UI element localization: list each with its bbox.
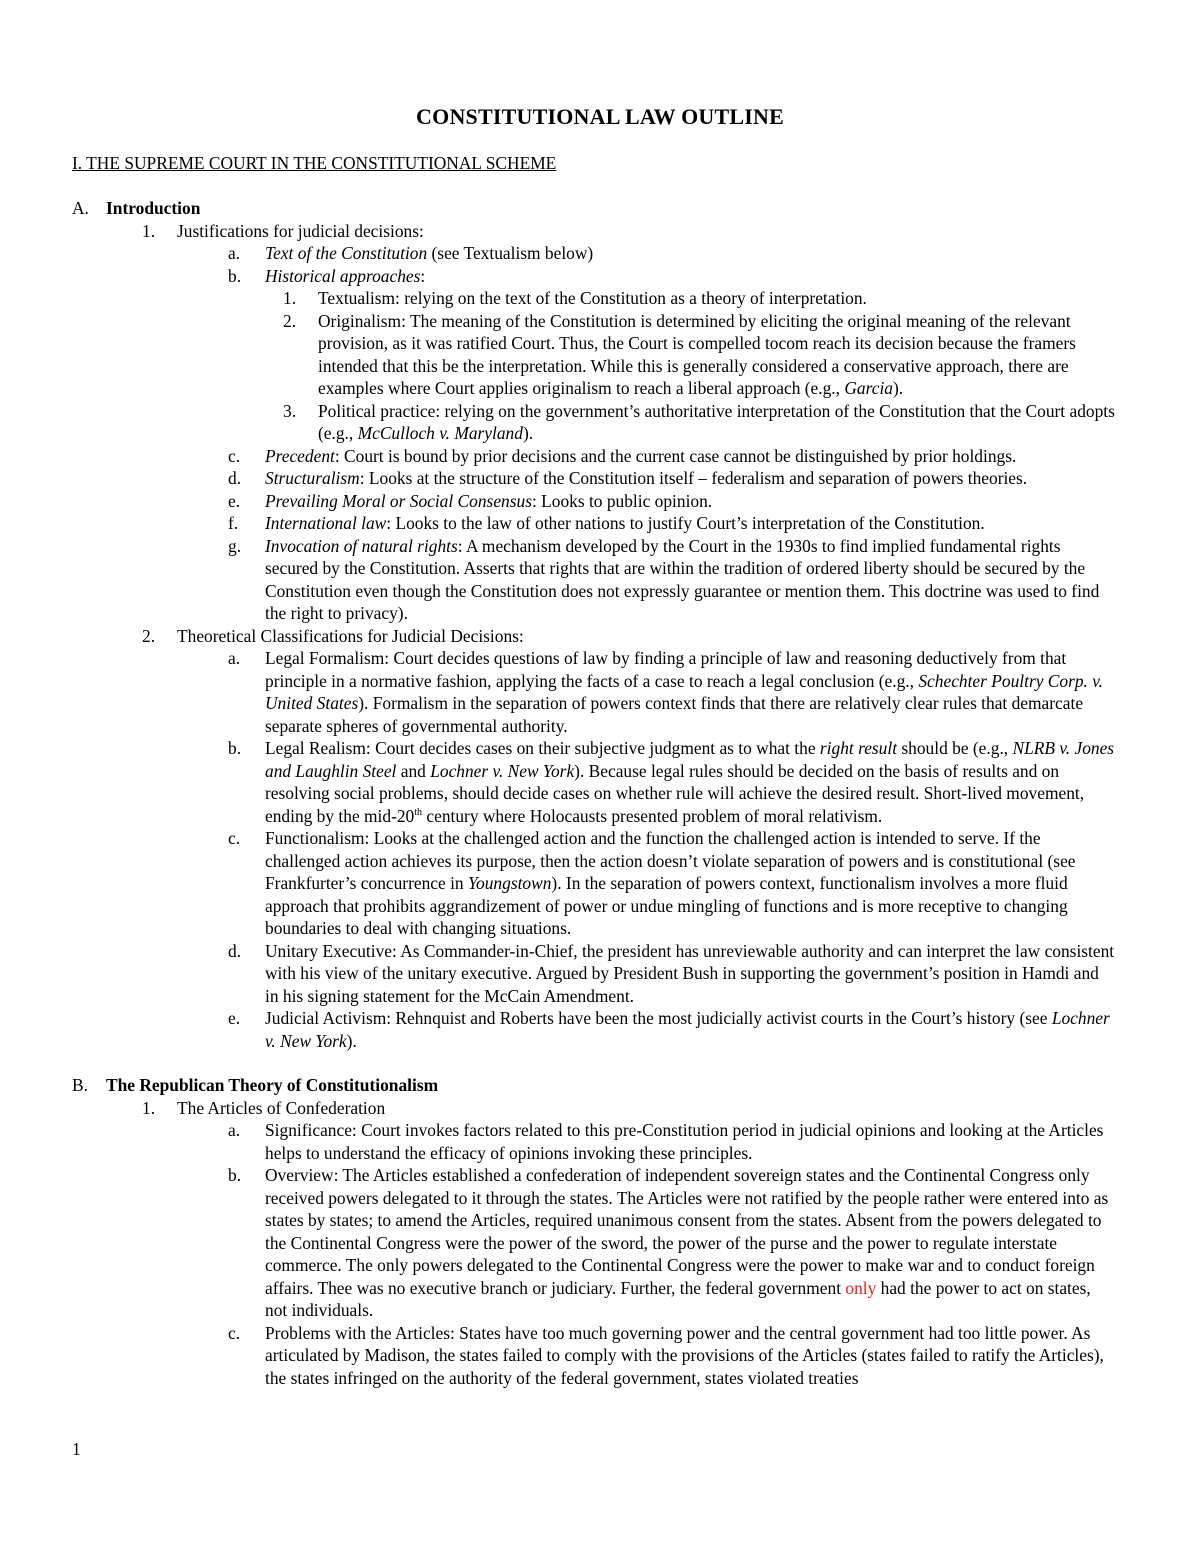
list-item: [0, 220, 1200, 243]
list-item: [0, 1322, 1200, 1390]
case-name: Lochner v. New York: [430, 760, 575, 781]
list-item: [0, 467, 1200, 490]
item-marker: e.: [228, 1008, 241, 1028]
italic-term: right result: [819, 738, 898, 758]
item-body: Overview: The Articles established a confederation of independent sovereign states and the Continental Congress only received powers delegated to it through the states. The Articles were not ratified by the people rather were entered into as states by states; to amend the Articles, required unanimous consent from the states. Absent from the powers delegated to the Continental Congress were the power of the sword, the power of the purse and the power to regulate interstate commerce. The only powers delegated to the Continental Congress were the power to make war and to conduct foreign affairs. Thee was no executive branch or judiciary. Further, the federal government: [265, 1165, 1109, 1298]
item-end: century where Holocausts presented problem of moral relativism.: [422, 805, 883, 826]
item-marker: 1.: [142, 1097, 156, 1118]
list-item: [0, 1164, 1200, 1322]
page-number: 1: [72, 1439, 81, 1459]
section-marker: B.: [72, 1075, 88, 1095]
list-item: [0, 400, 1200, 445]
section-title: The Republican Theory of Constitutionalism: [106, 1075, 439, 1095]
outline-body: [0, 197, 1200, 1389]
item-marker: c.: [228, 828, 241, 848]
item-text: [265, 535, 1116, 625]
item-body: Functionalism: Looks at the challenged action and the function the challenged action is intended to serve. If the challenged action achieves its purpose, then the action doesn’t violate separation of powers and is constitutional (see Frankfurter’s concurrence in: [265, 828, 1076, 893]
item-marker: a.: [228, 648, 241, 668]
item-text: [265, 512, 1116, 535]
list-item: [0, 827, 1200, 940]
item-text: [265, 1164, 1116, 1322]
item-end: ).: [346, 1030, 357, 1051]
list-item: [0, 265, 1200, 288]
item-body: Legal Realism: Court decides cases on their subjective judgment as to what the: [265, 738, 820, 758]
list-item: [0, 1119, 1200, 1164]
item-text: [265, 737, 1116, 827]
item-text: [265, 445, 1116, 468]
item-text: [265, 647, 1116, 737]
item-marker: c.: [228, 445, 241, 466]
item-body: Legal Formalism: Court decides questions of law by finding a principle of law and reasoning deductively from that principle in a normative fashion, applying the facts of a case to reach a legal conclusion (e.g.,: [265, 648, 1067, 691]
item-text: Justifications for judicial decisions:: [177, 220, 424, 241]
item-marker: d.: [228, 468, 242, 488]
italic-term: International law: [265, 513, 387, 533]
item-marker: 2.: [283, 310, 297, 331]
list-item: [0, 512, 1200, 535]
case-name: Lochner v. New York: [265, 1008, 1110, 1051]
item-rest: (see Textualism below): [427, 243, 594, 263]
highlighted-word: only: [845, 1277, 877, 1298]
italic-term: Prevailing Moral or Social Consensus: [265, 490, 532, 511]
item-text: Theoretical Classifications for Judicial Decisions:: [177, 625, 524, 646]
item-text: [265, 827, 1116, 940]
list-item: [0, 490, 1200, 513]
item-text: [265, 467, 1116, 490]
list-item: [0, 647, 1200, 737]
item-rest: : Looks at the structure of the Constitution itself – federalism and separation of powers theories.: [359, 468, 1028, 488]
case-name: Youngstown: [467, 873, 552, 893]
item-marker: a.: [228, 1120, 241, 1140]
item-end: ). In the separation of powers context, functionalism involves a more fluid approach that prohibits aggrandizement of power or undue mingling of functions and is more receptive to changing boundaries to deal with changing situations.: [265, 873, 1068, 938]
section-title: Introduction: [106, 198, 201, 218]
item-rest: : A mechanism developed by the Court in the 1930s to find implied fundamental rights secured by the Constitution. Asserts that rights that are within the tradition of ordered liberty should be secured by the Constitution even though the Constitution does not expressly guarantee or mention them. This doctrine was used to find the right to privacy).: [265, 535, 1100, 623]
item-text: [318, 310, 1116, 400]
italic-term: Precedent: [265, 445, 335, 466]
item-marker: 2.: [142, 625, 156, 646]
item-text: [265, 242, 1116, 265]
italic-term: Text of the Constitution: [265, 243, 428, 263]
item-rest: : Looks to public opinion.: [531, 490, 713, 511]
item-marker: g.: [228, 535, 242, 556]
item-end: ).: [892, 378, 904, 398]
item-marker: 1.: [283, 288, 297, 308]
item-text: [318, 400, 1116, 445]
item-mid: should be (e.g.,: [897, 738, 1013, 758]
list-item: [0, 535, 1200, 625]
item-body: Originalism: The meaning of the Constitution is determined by eliciting the original meaning of the relevant provision, as it was ratified Court. Thus, the Court is compelled tocom reach its decision because the framers intended that this be the interpretation. While this is generally considered a conservative approach, there are examples where Court applies originalism to reach a liberal approach (e.g.,: [318, 310, 1076, 398]
item-mid: ). Because legal rules should be decided on the basis of results and on resolving social problems, should decide cases on whether rule will achieve the desired result. Short-lived movement, ending by the mid-20: [265, 760, 1085, 826]
italic-term: Invocation of natural rights: [265, 535, 458, 556]
item-text: [265, 265, 1116, 288]
item-marker: b.: [228, 1165, 242, 1185]
list-item: [0, 1007, 1200, 1052]
item-end: ).: [522, 423, 534, 443]
item-text: [265, 1007, 1116, 1052]
item-marker: c.: [228, 1322, 241, 1343]
item-marker: 1.: [142, 220, 156, 241]
item-body: Judicial Activism: Rehnquist and Roberts have been the most judicially activist courts in the Court’s history (see: [265, 1008, 1052, 1028]
list-item: [0, 737, 1200, 827]
italic-term: Historical approaches: [265, 265, 421, 286]
item-marker: f.: [228, 513, 239, 533]
list-item: [0, 242, 1200, 265]
item-end: had the power to act on states, not individuals.: [265, 1277, 1091, 1320]
item-end: ). Formalism in the separation of powers context finds that there are relatively clear rules that demarcate separate spheres of governmental authority.: [265, 693, 1084, 736]
item-body: Political practice: relying on the government’s authoritative interpretation of the Constitution that the Court adopts (e.g.,: [318, 400, 1115, 443]
item-marker: 3.: [283, 400, 297, 421]
item-text: Textualism: relying on the text of the Constitution as a theory of interpretation.: [318, 288, 867, 308]
case-name: NLRB v. Jones and Laughlin Steel: [265, 738, 1115, 781]
item-mid: and: [396, 760, 431, 781]
italic-term: Structuralism: [265, 468, 360, 488]
case-name: Schechter Poultry Corp. v. United States: [265, 670, 1104, 713]
document-title: CONSTITUTIONAL LAW OUTLINE: [416, 104, 784, 129]
item-rest: : Court is bound by prior decisions and the current case cannot be distinguished by prior holdings.: [334, 445, 1017, 466]
case-name: Garcia: [844, 378, 893, 398]
part-heading: I. THE SUPREME COURT IN THE CONSTITUTIONAL SCHEME: [72, 153, 557, 173]
list-item: [0, 445, 1200, 468]
list-item: [0, 940, 1200, 1008]
item-rest: : Looks to the law of other nations to justify Court’s interpretation of the Constitution.: [386, 513, 985, 533]
item-marker: a.: [228, 243, 241, 263]
item-rest: :: [420, 265, 426, 286]
list-item: [0, 625, 1200, 648]
item-marker: d.: [228, 940, 242, 961]
list-item: [0, 287, 1200, 310]
section-a-heading: [0, 197, 1200, 220]
list-item: [0, 310, 1200, 400]
section-b-heading: [0, 1074, 1200, 1097]
item-text: [265, 490, 1116, 513]
superscript: th: [414, 806, 423, 818]
item-marker: b.: [228, 265, 242, 286]
case-name: McCulloch v. Maryland: [357, 423, 523, 443]
item-text: Problems with the Articles: States have too much governing power and the central government had too little power. As articulated by Madison, the states failed to comply with the provisions of the Articles (states failed to ratify the Articles), the states infringed on the authority of the federal government, states violated treaties: [265, 1322, 1104, 1388]
section-marker: A.: [72, 198, 89, 218]
item-marker: b.: [228, 738, 242, 758]
item-marker: e.: [228, 490, 241, 511]
item-text: Significance: Court invokes factors related to this pre-Constitution period in judicial opinions and looking at the Articles helps to understand the efficacy of opinions invoking these principles.: [265, 1120, 1104, 1163]
item-text: The Articles of Confederation: [177, 1097, 386, 1118]
list-item: [0, 1097, 1200, 1120]
item-text: Unitary Executive: As Commander-in-Chief, the president has unreviewable authority and can interpret the law consistent with his view of the unitary executive. Argued by President Bush in supporting the government’s position in Hamdi and in his signing statement for the McCain Amendment.: [265, 940, 1115, 1006]
